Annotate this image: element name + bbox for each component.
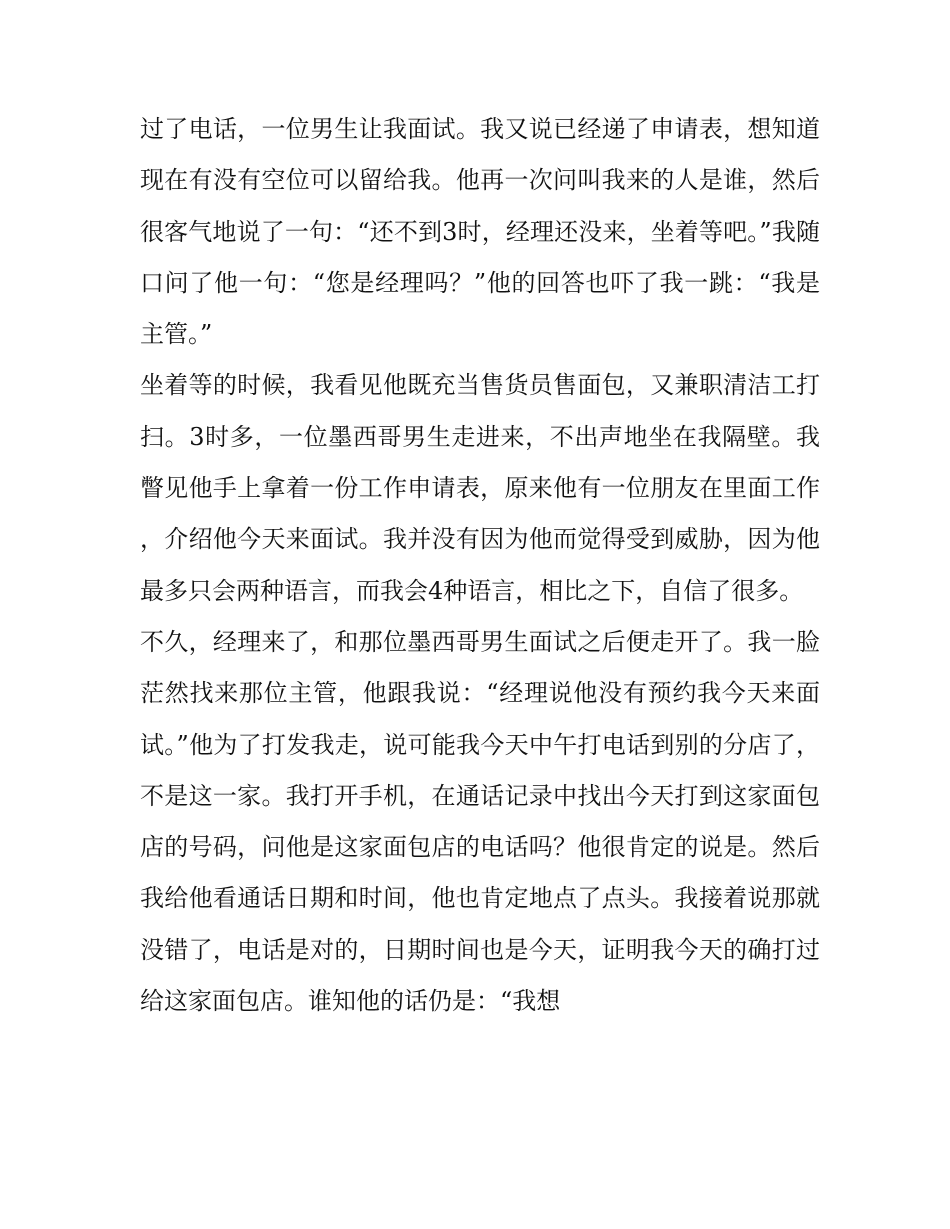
paragraph-1: 过了电话，一位男生让我面试。我又说已经递了申请表，想知道现在有没有空位可以留给我。他再一次问叫我来的人是谁，然后很客气地说了一句：“还不到3时，经理还没来，坐着等吧。”我随口问了他一句：“您是经理吗？”他的回答也吓了我一跳：“我是主管。” <box>140 115 820 349</box>
document-body <box>140 104 820 1027</box>
paragraph-3: 不久，经理来了，和那位墨西哥男生面试之后便走开了。我一脸茫然找来那位主管，他跟我说：“经理说他没有预约我今天来面试。”他为了打发我走，说可能我今天中午打电话到别的分店了，不是这一家。我打开手机，在通话记录中找出今天打到这家面包店的号码，问他是这家面包店的电话吗？他很肯定的说是。然后我给他看通话日期和时间，他也肯定地点了点头。我接着说那就没错了，电话是对的，日期时间也是今天，证明我今天的确打过给这家面包店。谁知他的话仍是：“我想 <box>140 627 820 1016</box>
paragraph-2: 坐着等的时候，我看见他既充当售货员售面包，又兼职清洁工打扫。3时多，一位墨西哥男生走进来，不出声地坐在我隔壁。我瞥见他手上拿着一份工作申请表，原来他有一位朋友在里面工作，介绍他今天来面试。我并没有因为他而觉得受到威胁，因为他最多只会两种语言，而我会4种语言，相比之下，自信了很多。 <box>140 371 820 605</box>
